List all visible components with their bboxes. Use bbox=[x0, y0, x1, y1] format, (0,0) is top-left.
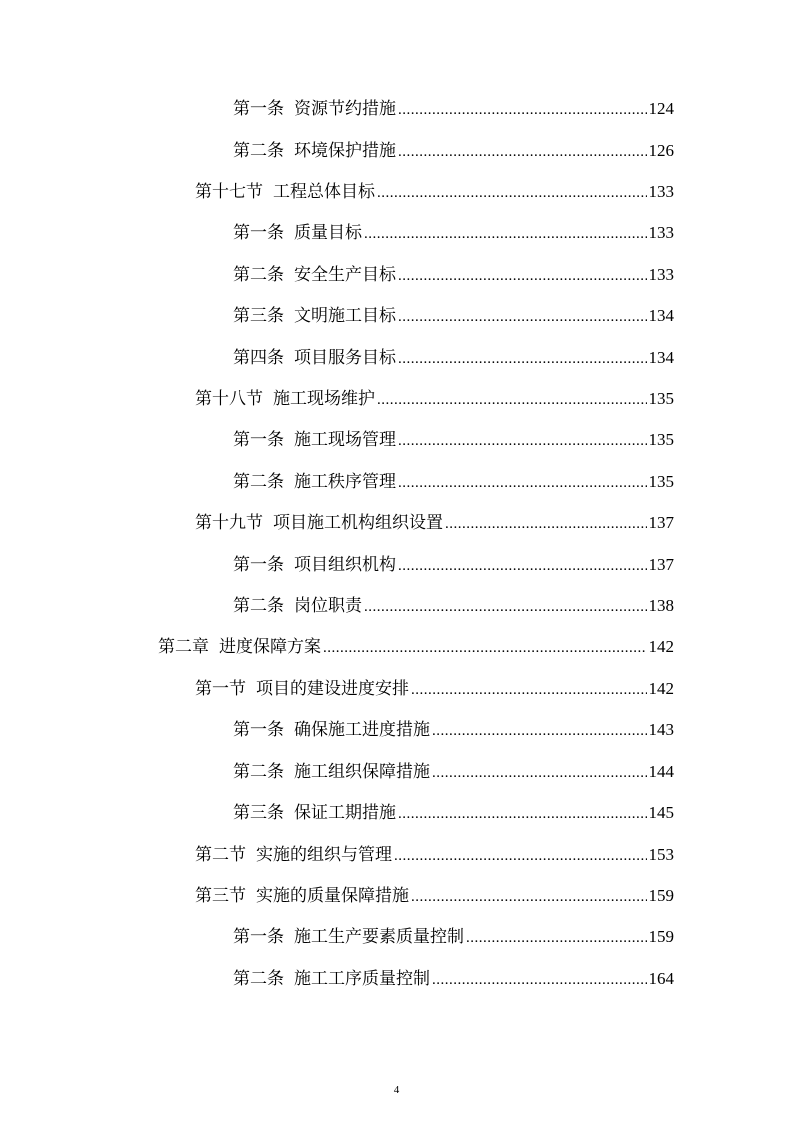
toc-dot-leader bbox=[432, 716, 647, 746]
toc-entry-label bbox=[233, 94, 396, 124]
toc-entry-label bbox=[233, 922, 464, 952]
toc-entry-number: 第三条 bbox=[233, 306, 284, 326]
toc-entry-number: 第二条 bbox=[233, 596, 284, 616]
toc-entry-number: 第二条 bbox=[233, 472, 284, 492]
toc-entry-number: 第二条 bbox=[233, 762, 284, 782]
toc-entry[interactable] bbox=[195, 840, 674, 870]
toc-entry[interactable] bbox=[233, 922, 674, 952]
toc-entry-title: 项目组织机构 bbox=[294, 555, 396, 575]
toc-entry-label bbox=[195, 177, 375, 207]
toc-entry-page: 142 bbox=[648, 637, 674, 656]
toc-entry-number: 第三节 bbox=[195, 886, 246, 906]
toc-entry-page: 133 bbox=[648, 223, 674, 242]
toc-entry[interactable] bbox=[233, 757, 674, 787]
toc-entry[interactable] bbox=[233, 136, 674, 166]
toc-entry-number: 第二节 bbox=[195, 845, 246, 865]
page-number: 4 bbox=[393, 1084, 400, 1096]
toc-dot-leader bbox=[398, 426, 647, 456]
toc-entry-page: 134 bbox=[648, 348, 674, 367]
toc-dot-leader bbox=[398, 799, 647, 829]
toc-entry[interactable] bbox=[195, 384, 674, 414]
toc-entry-title: 文明施工目标 bbox=[294, 306, 396, 326]
toc-entry-page: 153 bbox=[648, 845, 674, 864]
toc-entry-title: 进度保障方案 bbox=[219, 637, 321, 657]
toc-dot-leader bbox=[398, 344, 647, 374]
toc-entry-number: 第十九节 bbox=[195, 513, 263, 533]
toc-entry[interactable] bbox=[233, 260, 674, 290]
toc-entry-label bbox=[195, 384, 375, 414]
toc-entry-page: 124 bbox=[648, 99, 674, 118]
toc-entry-title: 实施的质量保障措施 bbox=[256, 886, 409, 906]
toc-entry-page: 135 bbox=[648, 389, 674, 408]
toc-dot-leader bbox=[398, 137, 647, 167]
toc-entry-number: 第十七节 bbox=[195, 182, 263, 202]
toc-entry-page: 126 bbox=[648, 141, 674, 160]
toc-entry-label bbox=[233, 136, 396, 166]
toc-entry-number: 第三条 bbox=[233, 803, 284, 823]
toc-dot-leader bbox=[398, 551, 647, 581]
toc-entry[interactable] bbox=[195, 674, 674, 704]
toc-entry[interactable] bbox=[233, 798, 674, 828]
toc-entry[interactable] bbox=[195, 508, 674, 538]
toc-dot-leader bbox=[323, 633, 647, 663]
toc-entry-number: 第十八节 bbox=[195, 389, 263, 409]
toc-entry-page: 134 bbox=[648, 306, 674, 325]
toc-entry[interactable] bbox=[233, 94, 674, 124]
toc-entry-number: 第四条 bbox=[233, 348, 284, 368]
toc-entry-number: 第二条 bbox=[233, 969, 284, 989]
toc-entry[interactable] bbox=[195, 177, 674, 207]
toc-entry-label bbox=[158, 632, 321, 662]
toc-dot-leader bbox=[364, 592, 647, 622]
toc-entry-title: 项目服务目标 bbox=[294, 348, 396, 368]
toc-entry-label bbox=[233, 715, 430, 745]
toc-entry-page: 137 bbox=[648, 513, 674, 532]
toc-entry-page: 159 bbox=[648, 927, 674, 946]
toc-entry-title: 施工生产要素质量控制 bbox=[294, 927, 464, 947]
toc-entry-label bbox=[195, 674, 409, 704]
toc-entry-label bbox=[233, 425, 396, 455]
toc-entry-number: 第二章 bbox=[158, 637, 209, 657]
toc-entry[interactable] bbox=[233, 467, 674, 497]
toc-entry-page: 135 bbox=[648, 430, 674, 449]
toc-entry-title: 安全生产目标 bbox=[294, 265, 396, 285]
toc-entry-number: 第一条 bbox=[233, 99, 284, 119]
toc-dot-leader bbox=[411, 882, 647, 912]
toc-entry-title: 确保施工进度措施 bbox=[294, 720, 430, 740]
toc-dot-leader bbox=[364, 219, 647, 249]
toc-dot-leader bbox=[432, 965, 647, 995]
toc-entry-label bbox=[233, 591, 362, 621]
toc-entry[interactable] bbox=[233, 343, 674, 373]
toc-entry[interactable] bbox=[233, 301, 674, 331]
toc-dot-leader bbox=[377, 178, 647, 208]
toc-entry[interactable] bbox=[233, 591, 674, 621]
toc-entry-title: 项目的建设进度安排 bbox=[256, 679, 409, 699]
toc-entry-label bbox=[195, 508, 443, 538]
toc-entry-page: 135 bbox=[648, 472, 674, 491]
toc-entry-number: 第二条 bbox=[233, 265, 284, 285]
toc-dot-leader bbox=[466, 923, 647, 953]
toc-entry-label bbox=[195, 840, 392, 870]
toc-entry-title: 施工工序质量控制 bbox=[294, 969, 430, 989]
toc-dot-leader bbox=[445, 509, 647, 539]
toc-entry-number: 第一节 bbox=[195, 679, 246, 699]
toc-dot-leader bbox=[398, 95, 647, 125]
toc-entry-label bbox=[233, 260, 396, 290]
toc-entry-title: 施工现场管理 bbox=[294, 430, 396, 450]
toc-dot-leader bbox=[398, 302, 647, 332]
toc-entry-page: 142 bbox=[648, 679, 674, 698]
toc-entry[interactable] bbox=[158, 632, 674, 662]
toc-entry[interactable] bbox=[233, 218, 674, 248]
toc-entry-number: 第一条 bbox=[233, 555, 284, 575]
toc-entry-label bbox=[233, 218, 362, 248]
toc-dot-leader bbox=[377, 385, 647, 415]
toc-entry-number: 第一条 bbox=[233, 430, 284, 450]
toc-dot-leader bbox=[411, 675, 647, 705]
toc-entry-title: 项目施工机构组织设置 bbox=[273, 513, 443, 533]
toc-entry-page: 133 bbox=[648, 182, 674, 201]
toc-entry-label bbox=[233, 550, 396, 580]
toc-entry-page: 159 bbox=[648, 886, 674, 905]
toc-entry-page: 137 bbox=[648, 555, 674, 574]
toc-entry-page: 138 bbox=[648, 596, 674, 615]
toc-entry-label bbox=[233, 301, 396, 331]
toc-entry-title: 工程总体目标 bbox=[273, 182, 375, 202]
toc-entry-title: 保证工期措施 bbox=[294, 803, 396, 823]
toc-entry-label bbox=[233, 798, 396, 828]
toc-entry-label bbox=[233, 343, 396, 373]
toc-entry-number: 第一条 bbox=[233, 927, 284, 947]
toc-entry[interactable] bbox=[195, 881, 674, 911]
toc-entry-title: 质量目标 bbox=[294, 223, 362, 243]
toc-entry-label bbox=[233, 964, 430, 994]
toc-entry-number: 第二条 bbox=[233, 141, 284, 161]
toc-entry-label bbox=[195, 881, 409, 911]
toc-entry-label bbox=[233, 467, 396, 497]
toc-entry-number: 第一条 bbox=[233, 720, 284, 740]
toc-entry[interactable] bbox=[233, 550, 674, 580]
toc-dot-leader bbox=[394, 841, 647, 871]
toc-entry-page: 133 bbox=[648, 265, 674, 284]
toc-entry-title: 施工现场维护 bbox=[273, 389, 375, 409]
toc-entry-title: 施工组织保障措施 bbox=[294, 762, 430, 782]
toc-entry-number: 第一条 bbox=[233, 223, 284, 243]
toc-entry-title: 岗位职责 bbox=[294, 596, 362, 616]
toc-entry-page: 143 bbox=[648, 720, 674, 739]
toc-dot-leader bbox=[398, 261, 647, 291]
toc-entry-page: 144 bbox=[648, 762, 674, 781]
toc-entry[interactable] bbox=[233, 715, 674, 745]
toc-entry[interactable] bbox=[233, 425, 674, 455]
toc-entry-title: 环境保护措施 bbox=[294, 141, 396, 161]
toc-entry-title: 实施的组织与管理 bbox=[256, 845, 392, 865]
toc-dot-leader bbox=[398, 468, 647, 498]
toc-entry[interactable] bbox=[233, 964, 674, 994]
toc-dot-leader bbox=[432, 758, 647, 788]
toc-entry-page: 145 bbox=[648, 803, 674, 822]
toc-entry-label bbox=[233, 757, 430, 787]
toc-entry-page: 164 bbox=[648, 969, 674, 988]
toc-entry-title: 施工秩序管理 bbox=[294, 472, 396, 492]
toc-entry-title: 资源节约措施 bbox=[294, 99, 396, 119]
